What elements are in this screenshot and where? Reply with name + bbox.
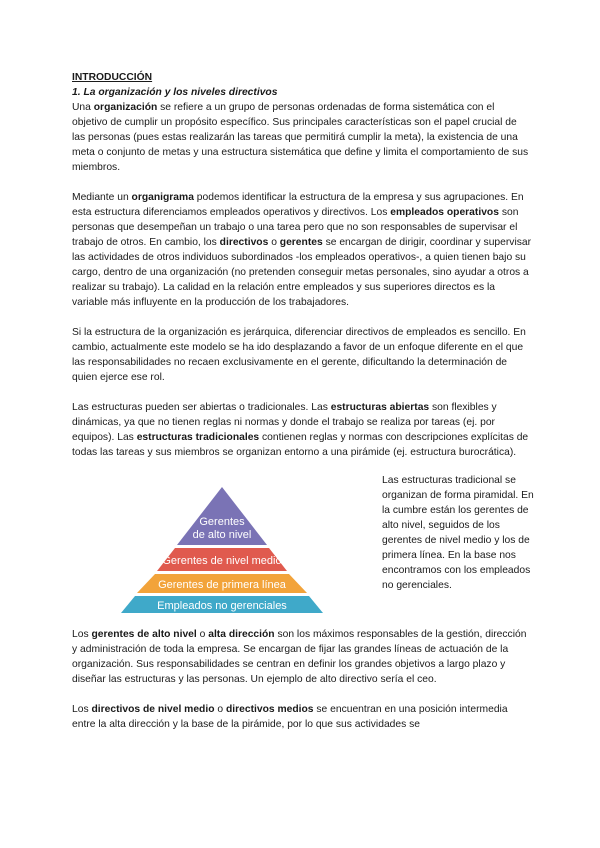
pyramid-label-first-line: Gerentes de primera línea <box>158 579 286 591</box>
bold-term: organigrama <box>131 192 194 203</box>
section-subheading: 1. La organización y los niveles directivos <box>72 87 278 98</box>
text-run: o <box>268 237 280 248</box>
bold-term: alta dirección <box>208 629 275 640</box>
text-run: se encuentran en una posición intermedia entre la alta dirección y la base de la pirámide, por lo que sus actividades se <box>72 704 508 730</box>
text-run: Las estructuras pueden ser abiertas o tradicionales. Las <box>72 402 331 413</box>
paragraph <box>72 190 532 310</box>
figure-row <box>72 475 532 615</box>
pyramid-label-middle: Gerentes de nivel medio <box>162 555 282 567</box>
bold-term: estructuras abiertas <box>330 402 430 413</box>
figure-caption: Las estructuras tradicional se organizan de forma piramidal. En la cumbre están los gerentes de alto nivel, seguidos de los gerentes de nivel medio y los de primera línea. En la base nos encontramos con los empleados no gerenciales. <box>382 475 534 591</box>
organization-pyramid <box>72 487 372 613</box>
paragraph <box>72 627 532 687</box>
text-run: Los <box>72 704 92 715</box>
document-page <box>72 70 532 747</box>
text-run: podemos identificar la estructura de la empresa y sus agrupaciones. En esta estructura diferenciamos empleados operativos y directivos. Los <box>72 192 524 218</box>
pyramid-label-base: Empleados no gerenciales <box>157 600 287 612</box>
text-run: o <box>196 629 209 640</box>
bold-term: directivos de nivel medio <box>91 704 215 715</box>
text-run: se refiere a un grupo de personas ordenadas de forma sistemática con el objetivo de cumplir un propósito específico. Sus principales características son el papel crucial de las personas (pues estas realizarán las tareas que permitirá cumplir la meta), la existencia de una meta o conjunto de metas y una estructura sistemática que define y limita el comportamiento de sus miembros. <box>72 102 529 173</box>
bold-term: estructuras tradicionales <box>136 432 260 443</box>
pyramid-label-top-2: de alto nivel <box>192 529 252 541</box>
text-run: son flexibles y dinámicas, ya que no tienen reglas ni normas y donde el trabajo se realiza por tareas (ej. por equipos). Las <box>72 402 497 443</box>
paragraph <box>72 325 532 385</box>
section-heading: INTRODUCCIÓN <box>72 72 153 83</box>
paragraph <box>72 702 532 732</box>
bold-term: organización <box>93 102 158 113</box>
pyramid-label-top-1: Gerentes <box>199 516 245 528</box>
bold-term: gerentes de alto nivel <box>91 629 197 640</box>
paragraph <box>72 100 532 175</box>
text-run: Si la estructura de la organización es jerárquica, diferenciar directivos de empleados es sencillo. En cambio, actualmente este modelo se ha ido desplazando a favor de un enfoque diferente en el que las responsabilidades no recaen exclusivamente en el gerente, dificultando la determinación de quien ejerce ese rol. <box>72 327 526 383</box>
text-run: son personas que desempeñan un trabajo o una tarea pero que no son responsables de supervisar el trabajo de otros. En cambio, los <box>72 207 519 248</box>
text-run: son los máximos responsables de la gestión, dirección y administración de toda la empresa. Se encargan de fijar las grandes líneas de actuación de la organización. Sus responsabilidades se centran en definir los grandes objetivos a largo plazo y diseñar las estructuras y las personas. Un ejemplo de alto directivo sería el ceo. <box>72 629 527 685</box>
body-text-before <box>72 100 532 460</box>
text-run: se encargan de dirigir, coordinar y supervisar las actividades de otros individuos subordinados -los empleados operativos-, a quien tienen bajo su cargo, dentro de una organización (no pretenden conseguir metas personales, sino ayudar a otros a realizar su trabajo). La calidad en la relación entre empleados y sus superiores directos es la variable más influyente en la producción de los trabajadores. <box>72 237 532 308</box>
text-run: contienen reglas y normas con descripciones explícitas de todas las tareas y sus miembros se organizan entorno a una pirámide (ej. estructura burocrática). <box>72 432 529 458</box>
text-run: o <box>214 704 226 715</box>
bold-term: empleados operativos <box>390 207 499 218</box>
text-run: Mediante un <box>72 192 132 203</box>
bold-term: gerentes <box>279 237 323 248</box>
paragraph <box>72 400 532 460</box>
body-text-after <box>72 627 532 732</box>
text-run: Una <box>72 102 94 113</box>
text-run: Los <box>72 629 92 640</box>
bold-term: directivos medios <box>225 704 314 715</box>
bold-term: directivos <box>219 237 269 248</box>
